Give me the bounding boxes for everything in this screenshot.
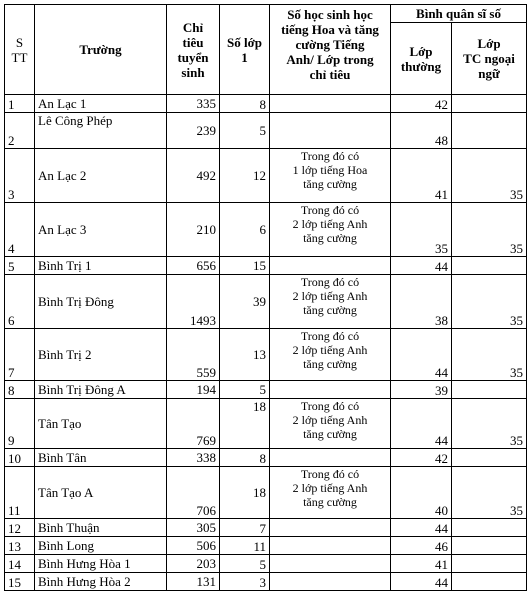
avg-regular-value: 44 [391, 573, 452, 591]
table-row [5, 275, 527, 329]
quota-value: 1493 [167, 275, 220, 329]
class-count: 13 [220, 329, 270, 381]
avg-regular-value: 42 [391, 95, 452, 113]
table-row [5, 257, 527, 275]
avg-regular-value: 46 [391, 537, 452, 555]
quota-value: 656 [167, 257, 220, 275]
avg-regular-value: 48 [391, 113, 452, 149]
class-count: 11 [220, 537, 270, 555]
quota-value: 769 [167, 399, 220, 449]
avg-foreign-value: 35 [452, 329, 527, 381]
class-count: 39 [220, 275, 270, 329]
header-students: Số học sinh học tiếng Hoa và tăng cường Tiếng Anh/ Lớp trong chỉ tiêu [270, 5, 391, 95]
class-note: Trong đó có 2 lớp tiếng Anh tăng cường [270, 467, 391, 519]
class-note [270, 95, 391, 113]
table-body [5, 95, 527, 591]
class-note: Trong đó có 2 lớp tiếng Anh tăng cường [270, 203, 391, 257]
school-name: Bình Trị Đông [35, 275, 167, 329]
header-avg-foreign: Lớp TC ngoại ngữ [452, 23, 527, 95]
avg-foreign-value: 35 [452, 467, 527, 519]
table-row [5, 203, 527, 257]
avg-regular-value: 42 [391, 449, 452, 467]
avg-regular-value: 35 [391, 203, 452, 257]
school-name: Tân Tạo [35, 399, 167, 449]
quota-value: 131 [167, 573, 220, 591]
table-row [5, 149, 527, 203]
school-name: An Lạc 2 [35, 149, 167, 203]
row-number: 9 [5, 399, 35, 449]
table-row [5, 381, 527, 399]
table-row [5, 537, 527, 555]
header-avg-regular: Lớp thường [391, 23, 452, 95]
quota-value: 506 [167, 537, 220, 555]
class-count: 6 [220, 203, 270, 257]
class-count: 18 [220, 467, 270, 519]
class-note [270, 573, 391, 591]
avg-regular-value: 44 [391, 399, 452, 449]
class-count: 15 [220, 257, 270, 275]
avg-regular-value: 40 [391, 467, 452, 519]
table-row [5, 467, 527, 519]
class-count: 8 [220, 95, 270, 113]
quota-value: 706 [167, 467, 220, 519]
header-average-group: Bình quân sĩ số [391, 5, 527, 23]
quota-value: 559 [167, 329, 220, 381]
avg-regular-value: 41 [391, 149, 452, 203]
avg-regular-value: 44 [391, 257, 452, 275]
school-name: Lê Công Phép [35, 113, 167, 149]
class-note: Trong đó có 1 lớp tiếng Hoa tăng cường [270, 149, 391, 203]
quota-value: 338 [167, 449, 220, 467]
table-row [5, 95, 527, 113]
table-row [5, 555, 527, 573]
class-note: Trong đó có 2 lớp tiếng Anh tăng cường [270, 329, 391, 381]
school-name: Bình Hưng Hòa 1 [35, 555, 167, 573]
school-name: Bình Trị Đông A [35, 381, 167, 399]
avg-foreign-value [452, 537, 527, 555]
class-note [270, 519, 391, 537]
row-number: 4 [5, 203, 35, 257]
avg-foreign-value: 35 [452, 203, 527, 257]
avg-foreign-value [452, 555, 527, 573]
class-note [270, 257, 391, 275]
avg-foreign-value [452, 113, 527, 149]
row-number: 15 [5, 573, 35, 591]
row-number: 13 [5, 537, 35, 555]
enrollment-table [4, 4, 527, 591]
table-row [5, 449, 527, 467]
class-count: 5 [220, 381, 270, 399]
row-number: 7 [5, 329, 35, 381]
class-count: 8 [220, 449, 270, 467]
avg-regular-value: 44 [391, 329, 452, 381]
table-row [5, 113, 527, 149]
class-count: 3 [220, 573, 270, 591]
avg-foreign-value [452, 519, 527, 537]
quota-value: 239 [167, 113, 220, 149]
table-row [5, 573, 527, 591]
quota-value: 210 [167, 203, 220, 257]
avg-foreign-value [452, 381, 527, 399]
school-name: Bình Trị 2 [35, 329, 167, 381]
quota-value: 335 [167, 95, 220, 113]
quota-value: 305 [167, 519, 220, 537]
class-note [270, 555, 391, 573]
class-note: Trong đó có 2 lớp tiếng Anh tăng cường [270, 275, 391, 329]
row-number: 6 [5, 275, 35, 329]
row-number: 14 [5, 555, 35, 573]
avg-foreign-value [452, 573, 527, 591]
row-number: 2 [5, 113, 35, 149]
avg-foreign-value: 35 [452, 399, 527, 449]
header-classes: Số lớp 1 [220, 5, 270, 95]
class-count: 5 [220, 555, 270, 573]
class-note [270, 381, 391, 399]
school-name: Bình Long [35, 537, 167, 555]
avg-regular-value: 41 [391, 555, 452, 573]
row-number: 12 [5, 519, 35, 537]
avg-regular-value: 38 [391, 275, 452, 329]
quota-value: 194 [167, 381, 220, 399]
class-count: 18 [220, 399, 270, 449]
school-name: Bình Trị 1 [35, 257, 167, 275]
school-name: An Lạc 1 [35, 95, 167, 113]
avg-foreign-value: 35 [452, 275, 527, 329]
class-note [270, 113, 391, 149]
row-number: 1 [5, 95, 35, 113]
avg-foreign-value [452, 257, 527, 275]
avg-foreign-value [452, 95, 527, 113]
school-name: Bình Thuận [35, 519, 167, 537]
header-stt: S TT [5, 5, 35, 95]
school-name: Tân Tạo A [35, 467, 167, 519]
row-number: 11 [5, 467, 35, 519]
header-school: Trường [35, 5, 167, 95]
class-count: 7 [220, 519, 270, 537]
avg-regular-value: 39 [391, 381, 452, 399]
table-row [5, 519, 527, 537]
quota-value: 492 [167, 149, 220, 203]
row-number: 8 [5, 381, 35, 399]
class-note [270, 537, 391, 555]
class-note [270, 449, 391, 467]
class-count: 12 [220, 149, 270, 203]
quota-value: 203 [167, 555, 220, 573]
row-number: 10 [5, 449, 35, 467]
school-name: Bình Hưng Hòa 2 [35, 573, 167, 591]
school-name: Bình Tân [35, 449, 167, 467]
row-number: 5 [5, 257, 35, 275]
avg-foreign-value [452, 449, 527, 467]
class-count: 5 [220, 113, 270, 149]
class-note: Trong đó có 2 lớp tiếng Anh tăng cường [270, 399, 391, 449]
avg-foreign-value: 35 [452, 149, 527, 203]
header-quota: Chỉ tiêu tuyển sinh [167, 5, 220, 95]
table-row [5, 329, 527, 381]
row-number: 3 [5, 149, 35, 203]
table-row [5, 399, 527, 449]
school-name: An Lạc 3 [35, 203, 167, 257]
avg-regular-value: 44 [391, 519, 452, 537]
